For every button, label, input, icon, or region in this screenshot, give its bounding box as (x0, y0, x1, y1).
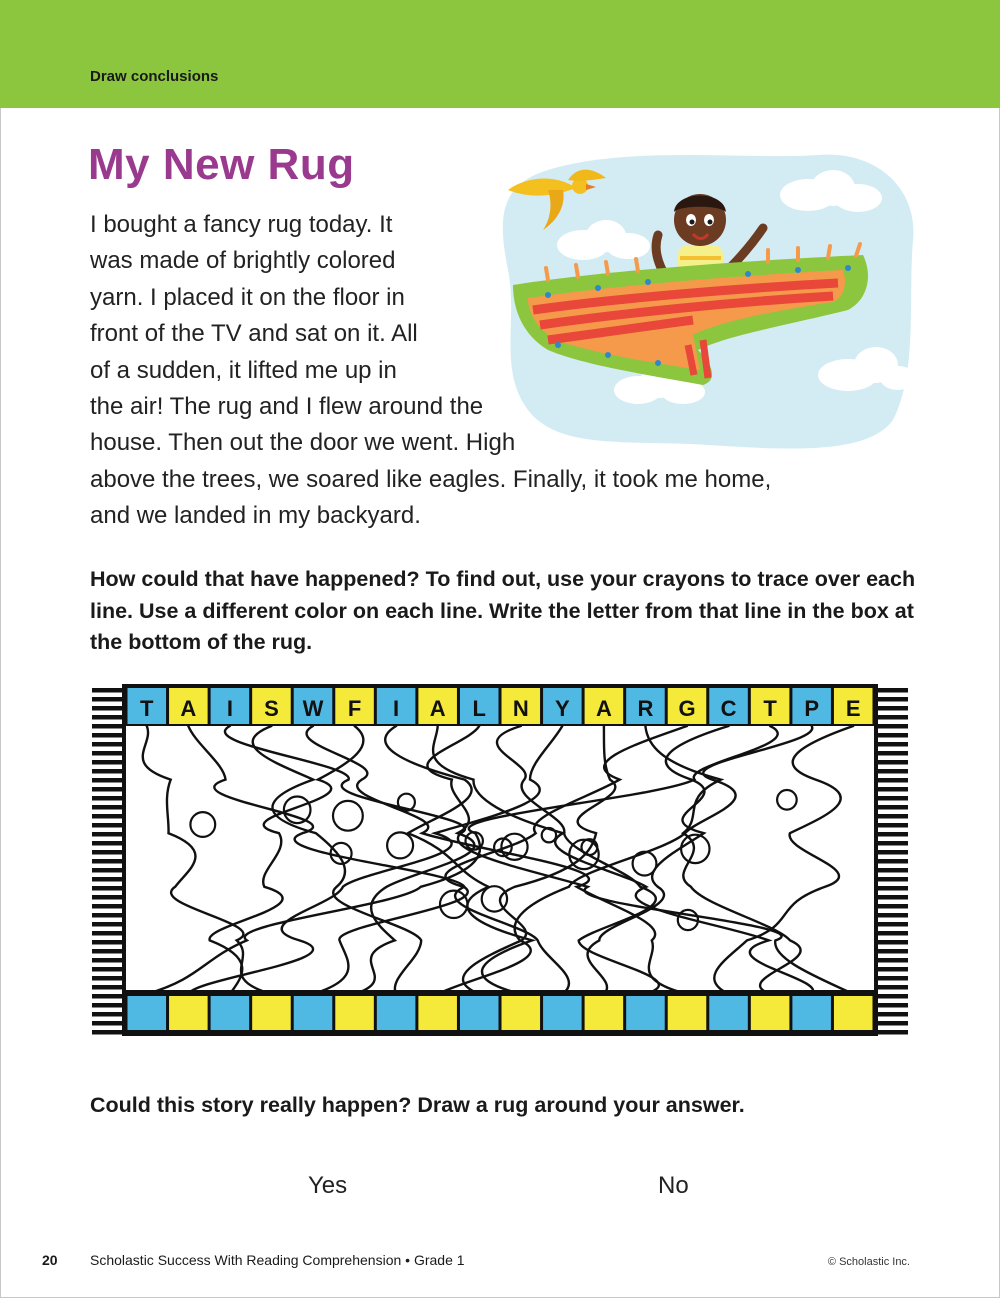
copyright: © Scholastic Inc. (827, 1256, 910, 1268)
answer-box (335, 996, 374, 1030)
letter-cell-label: W (302, 696, 324, 721)
answer-box (585, 996, 624, 1030)
letter-cell-label: P (804, 696, 820, 721)
rug-fringe (876, 787, 908, 792)
letter-cell-label: I (226, 696, 233, 721)
rug-fringe (92, 976, 124, 981)
letter-cell-label: L (472, 696, 486, 721)
rug-fringe (92, 751, 124, 756)
rug-fringe (92, 922, 124, 927)
story-line: of a sudden, it lifted me up in (90, 356, 397, 384)
rug-fringe (92, 778, 124, 783)
story-line: yarn. I placed it on the floor in (90, 283, 405, 311)
rug-maze (90, 684, 910, 1040)
letter-cell-label: Y (554, 696, 570, 721)
rug-fringe (92, 688, 124, 693)
answer-yes[interactable]: Yes (308, 1172, 348, 1199)
rug-fringe (92, 1003, 124, 1008)
rug-fringe (876, 715, 908, 720)
rug-fringe (876, 895, 908, 900)
answer-box (834, 996, 873, 1030)
rug-fringe (876, 706, 908, 711)
book-title: Scholastic Success With Reading Comprehension • Grade 1 (90, 1252, 465, 1268)
rug-fringe (92, 724, 124, 729)
rug-fringe (876, 769, 908, 774)
letter-cell-label: E (845, 696, 861, 721)
answer-box (377, 996, 416, 1030)
story-line: and we landed in my backyard. (90, 502, 421, 530)
letter-cell-label: R (637, 696, 654, 721)
rug-fringe (92, 823, 124, 828)
rug-fringe (92, 787, 124, 792)
rug-fringe (876, 922, 908, 927)
rug-fringe (92, 958, 124, 963)
page-number: 20 (42, 1252, 58, 1268)
rug-fringe (876, 886, 908, 891)
question-text: Could this story really happen? Draw a rug around your answer. (90, 1093, 745, 1117)
answer-box (668, 996, 707, 1030)
letter-cell-label: C (720, 696, 737, 721)
skill-label: Draw conclusions (90, 68, 219, 85)
rug-fringe (876, 778, 908, 783)
rug-fringe (876, 697, 908, 702)
story-line: above the trees, we soared like eagles. Finally, it took me home, (90, 465, 772, 493)
rug-fringe (876, 688, 908, 693)
rug-fringe (92, 1012, 124, 1017)
header-band (0, 0, 1000, 108)
rug-fringe (92, 868, 124, 873)
rug-fringe (92, 985, 124, 990)
answer-no[interactable]: No (658, 1172, 689, 1199)
answer-box (252, 996, 291, 1030)
rug-fringe (92, 886, 124, 891)
story-line: was made of brightly colored (90, 247, 396, 275)
rug-fringe (92, 931, 124, 936)
rug-fringe (876, 1021, 908, 1026)
rug-fringe (92, 859, 124, 864)
rug-fringe (92, 733, 124, 738)
rug-fringe (92, 769, 124, 774)
answer-box (626, 996, 665, 1030)
rug-fringe (876, 859, 908, 864)
rug-fringe (876, 814, 908, 819)
rug-fringe (92, 1021, 124, 1026)
rug-fringe (876, 931, 908, 936)
answer-box (751, 996, 790, 1030)
rug-fringe (876, 760, 908, 765)
rug-fringe (876, 832, 908, 837)
rug-fringe (876, 796, 908, 801)
letter-cell-label: F (347, 696, 362, 721)
rug-fringe (92, 841, 124, 846)
rug-fringe (92, 1030, 124, 1035)
answer-box (128, 996, 167, 1030)
rug-fringe (92, 715, 124, 720)
rug-fringe (876, 1030, 908, 1035)
rug-fringe (92, 940, 124, 945)
letter-cell-label: A (595, 696, 612, 721)
rug-fringe (876, 751, 908, 756)
rug-fringe (92, 994, 124, 999)
answer-box (709, 996, 748, 1030)
rug-fringe (92, 895, 124, 900)
rug-fringe (876, 850, 908, 855)
answer-box (792, 996, 831, 1030)
story-line: I bought a fancy rug today. It (90, 211, 393, 238)
answer-box (211, 996, 250, 1030)
letter-cell-label: S (264, 696, 279, 721)
rug-fringe (92, 796, 124, 801)
rug-fringe (876, 958, 908, 963)
rug-fringe (92, 904, 124, 909)
letter-cell-label: T (763, 696, 777, 721)
rug-fringe (876, 949, 908, 954)
letter-cell-label: T (140, 696, 154, 721)
rug-fringe (876, 976, 908, 981)
rug-fringe (876, 841, 908, 846)
letter-cell-label: I (393, 696, 400, 721)
rug-fringe (92, 949, 124, 954)
rug-fringe (92, 814, 124, 819)
rug-fringe (876, 724, 908, 729)
answer-box (294, 996, 333, 1030)
rug-fringe (876, 967, 908, 972)
rug-fringe (92, 877, 124, 882)
page-title: My New Rug (88, 140, 355, 189)
rug-fringe (876, 985, 908, 990)
rug-fringe (92, 697, 124, 702)
rug-fringe (876, 742, 908, 747)
rug-fringe (92, 760, 124, 765)
letter-cell-label: A (180, 696, 197, 721)
answer-box (502, 996, 541, 1030)
rug-fringe (876, 1003, 908, 1008)
rug-fringe (876, 940, 908, 945)
rug-fringe (92, 742, 124, 747)
answer-box (460, 996, 499, 1030)
rug-fringe (92, 913, 124, 918)
rug-fringe (92, 967, 124, 972)
letter-cell-label: G (678, 696, 696, 721)
answer-box (418, 996, 457, 1030)
flying-carpet-illustration (488, 150, 918, 455)
story-line: the air! The rug and I flew around the (90, 393, 484, 421)
story-line: front of the TV and sat on it. All (90, 320, 418, 348)
rug-fringe (92, 706, 124, 711)
answer-box (169, 996, 208, 1030)
rug-fringe (876, 868, 908, 873)
rug-fringe (876, 733, 908, 738)
instructions-text: How could that have happened? To find out, use your crayons to trace over each line. Use a different color on each line. Write the letter from that line in the box at the bottom of the rug. (90, 567, 916, 654)
rug-fringe (92, 850, 124, 855)
rug-fringe (876, 994, 908, 999)
rug-fringe (876, 877, 908, 882)
rug-fringe (876, 1012, 908, 1017)
letter-cell-label: N (512, 696, 529, 721)
answer-box (543, 996, 582, 1030)
rug-fringe (876, 823, 908, 828)
rug-fringe (876, 805, 908, 810)
letter-cell-label: A (429, 696, 446, 721)
rug-fringe (92, 805, 124, 810)
story-line: house. Then out the door we went. High (90, 429, 516, 457)
rug-fringe (92, 832, 124, 837)
rug-fringe (876, 904, 908, 909)
rug-fringe (876, 913, 908, 918)
